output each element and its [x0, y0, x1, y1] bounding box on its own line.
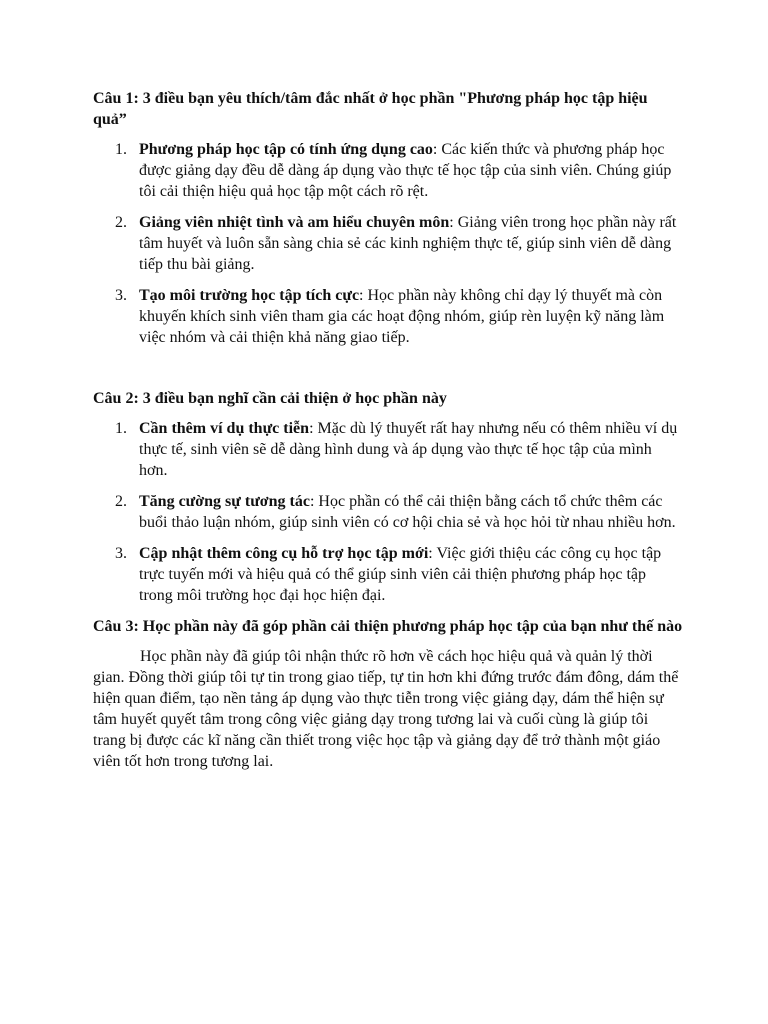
list-item-text: : Học phần có thể cải thiện bằng cách tổ chức thêm các buổi thảo luận nhóm, giúp sinh viên có cơ hội chia sẻ và học hỏi từ nhau nhiều hơn.: [139, 493, 676, 531]
list-item-number: 1.: [115, 420, 127, 437]
list-item-number: 2.: [115, 493, 127, 510]
list-item-term: Phương pháp học tập có tính ứng dụng cao: [139, 141, 433, 158]
list-item: [93, 543, 683, 606]
list-item-term: Cần thêm ví dụ thực tiễn: [139, 420, 310, 437]
list-item-term: Giảng viên nhiệt tình và am hiểu chuyên môn: [139, 214, 450, 231]
list-item-text: : Việc giới thiệu các công cụ học tập trực tuyến mới và hiệu quả có thể giúp sinh viên cải thiện phương pháp học tập trong môi trường học đại học hiện đại.: [139, 545, 662, 604]
list-item-text: : Các kiến thức và phương pháp học được giảng dạy đều dễ dàng áp dụng vào thực tế học tập của sinh viên. Chúng giúp tôi cải thiện hiệu quả học tập một cách rõ rệt.: [139, 141, 672, 200]
list-item: [93, 418, 683, 481]
list-item-term: Tăng cường sự tương tác: [139, 493, 310, 510]
question-1-heading: Câu 1: 3 điều bạn yêu thích/tâm đắc nhất ở học phần "Phương pháp học tập hiệu quả”: [93, 90, 648, 128]
question-2-heading: Câu 2: 3 điều bạn nghĩ cần cải thiện ở học phần này: [93, 390, 447, 407]
list-item: [93, 139, 683, 202]
list-item: [93, 491, 683, 533]
question-2-answer-list: [93, 418, 683, 606]
list-item: [93, 285, 683, 348]
list-item-term: Tạo môi trường học tập tích cực: [139, 287, 360, 304]
list-item-number: 2.: [115, 214, 127, 231]
document-page: [93, 88, 683, 772]
list-item-text: : Mặc dù lý thuyết rất hay nhưng nếu có thêm nhiều ví dụ thực tế, sinh viên sẽ dễ dàng hình dung và áp dụng vào thực tế học tập của mình hơn.: [139, 420, 678, 479]
list-item-number: 1.: [115, 141, 127, 158]
question-3-heading: Câu 3: Học phần này đã góp phần cải thiện phương pháp học tập của bạn như thế nào: [93, 618, 683, 635]
list-item-number: 3.: [115, 287, 127, 304]
list-item-text: : Giảng viên trong học phần này rất tâm huyết và luôn sẵn sàng chia sẻ các kinh nghiệm thực tế, giúp sinh viên dễ dàng tiếp thu bài giảng.: [139, 214, 677, 273]
list-item: [93, 212, 683, 275]
question-3-answer-paragraph: Học phần này đã giúp tôi nhận thức rõ hơn về cách học hiệu quả và quản lý thời gian. Đồng thời giúp tôi tự tin trong giao tiếp, tự tin hơn khi đứng trước đám đông, dám thể hiện quan điểm, tạo nền tảng áp dụng vào thực tiễn trong việc giảng dạy, dám thể hiện sự tâm huyết quyết tâm trong công việc giảng dạy trong tương lai và cuối cùng là giúp tôi trang bị được các kĩ năng cần thiết trong việc học tập và giảng dạy để trở thành một giáo viên tốt hơn trong tương lai.: [93, 648, 679, 770]
question-1-answer-list: [93, 139, 683, 348]
list-item-term: Cập nhật thêm công cụ hỗ trợ học tập mới: [139, 545, 429, 562]
list-item-number: 3.: [115, 545, 127, 562]
list-item-text: : Học phần này không chỉ dạy lý thuyết mà còn khuyến khích sinh viên tham gia các hoạt động nhóm, giúp rèn luyện kỹ năng làm việc nhóm và cải thiện khả năng giao tiếp.: [139, 287, 665, 346]
